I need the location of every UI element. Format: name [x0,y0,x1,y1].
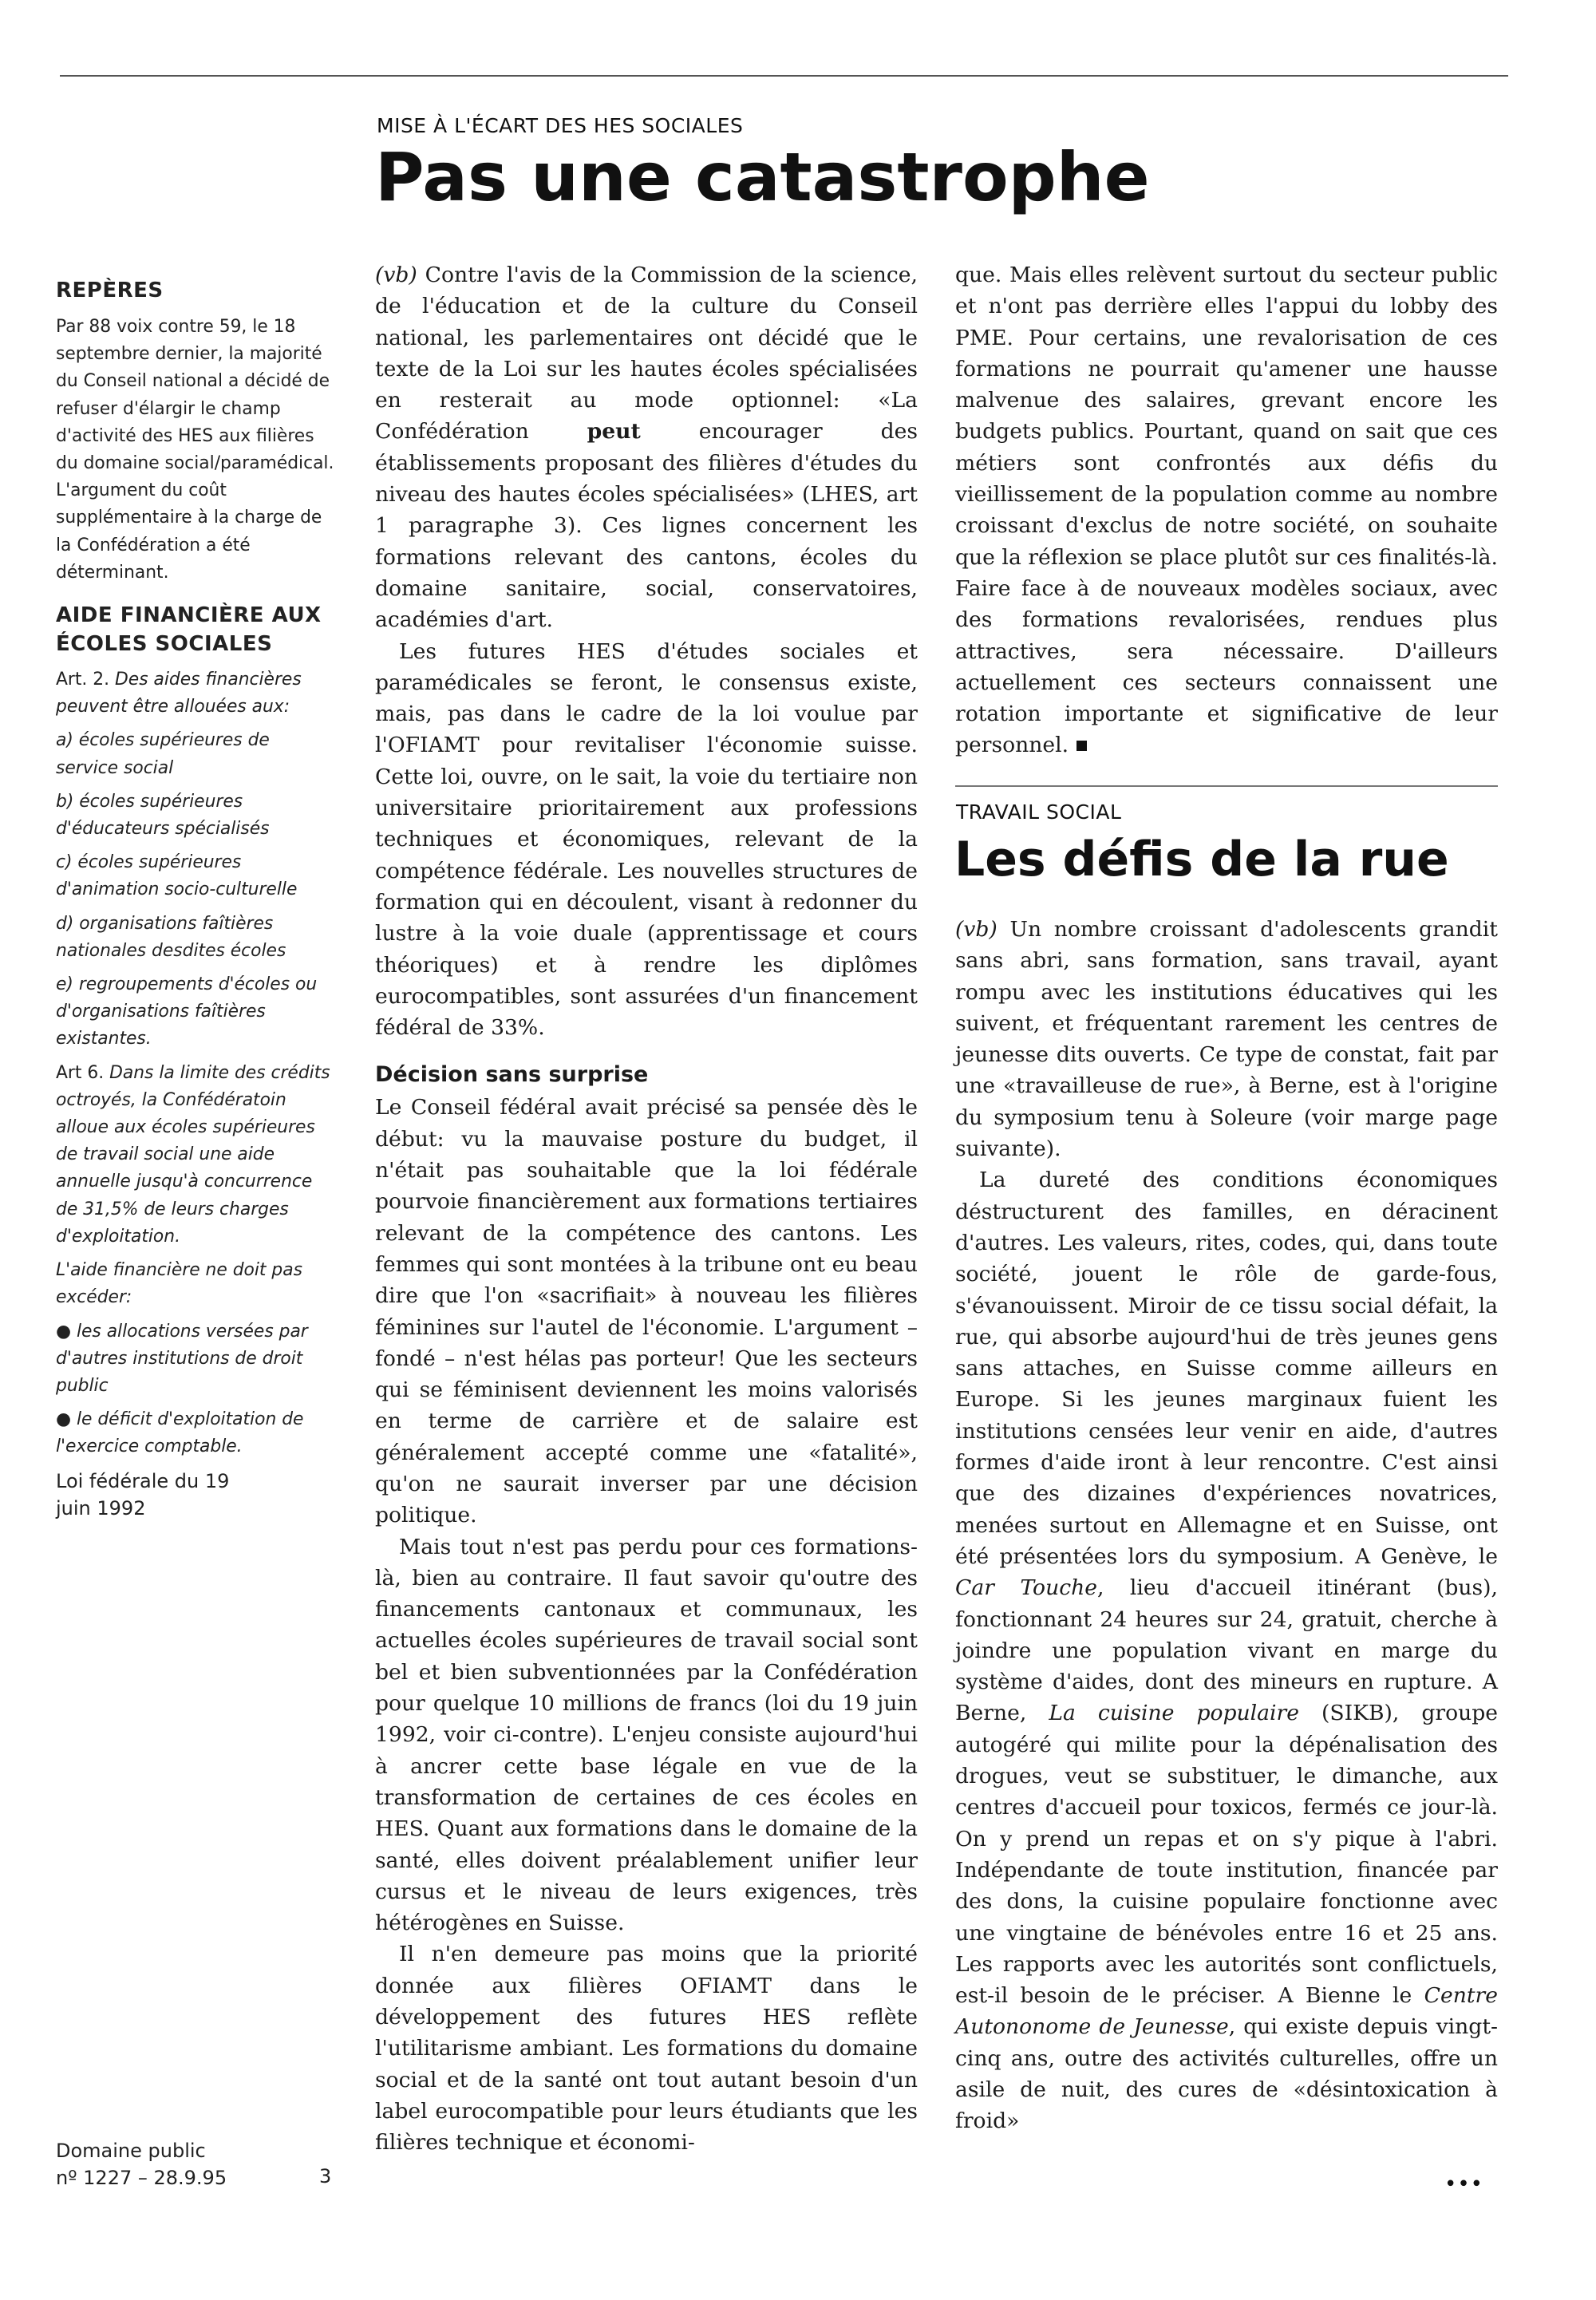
sidebar-item-d: d) organisations faîtières nationales desdites écoles [56,913,286,961]
sidebar-item-a: a) écoles supérieures de service social [56,730,270,778]
text-run: , lieu d'accueil itinérant (bus), fonctionnant 24 heures sur 24, gratuit, cherche à joindre une population vivant en marge du système d'aides, dont des mineurs en rupture. A Berne, [955,1575,1498,1726]
text-run: , qui existe depuis vingt-cinq ans, outre des activités culturelles, offre un asile de nuit, des cures de «désintoxication à froid» [955,2014,1498,2134]
sidebar-reperes-title: REPÈRES [56,279,164,302]
sidebar-loi: Loi fédérale du 19 juin 1992 [56,1469,230,1520]
article2-column [955,914,1498,2137]
sidebar-bullet [56,1318,335,1401]
text-run: La dureté des conditions économiques déstructurent des familles, en déracinent d'autres. Les valeurs, rites, codes, qui, dans toute société, jouent le rôle de garde-fous, s'évanouissent. Miroir de ce tissu social défait, la rue, qui absorbe aujourd'hui de très jeunes gens sans attaches, en Suisse comme ailleurs en Europe. Si les jeunes marginaux fuient les institutions censées leur venir en aide, d'autres formes d'aide iront à leur rencontre. C'est ainsi que des dizaines d'expériences novatrices, menées surtout en Allemagne et en Suisse, ont été présentées lors du symposium. A Genève, le [955,1168,1498,1569]
author-signature: (vb) [375,263,417,287]
end-mark-icon [1077,741,1087,751]
sidebar-reperes-text: Par 88 voix contre 59, le 18 septembre dernier, la majorité du Conseil national a décidé de refuser d'élargir le champ d'activité des HES aux filières du domaine social/paramédical. L'argument du coût supplémentaire à la charge de la Confédération a été déterminant. [56,317,334,583]
article1-paragraph: Les futures HES d'études sociales et paramédicales se feront, le consensus existe, mais, pas dans le cadre de la loi voulue par l'OFIAMT pour revitaliser l'économie suisse. Cette loi, ouvre, on le sait, la voie du tertiaire non universitaire prioritairement aux professions techniques et économiques, relevant de la compétence fédérale. Les nouvelles structures de formation qui en découlent, visant à redonner du lustre à la voie duale (apprentissage et cours théoriques) et à rendre les diplômes eurocompatibles, sont assurées d'un financement fédéral de 33%. [375,638,918,1041]
emphasis: Car Touche [955,1575,1097,1601]
text-run: Contre l'avis de la Commission de la science, de l'éducation et de la culture du Conseil national, les parlementaires ont décidé que le texte de la Loi sur les hautes écoles spécialisées en resterait au mode optionnel: «La Confédération [375,263,918,445]
sidebar-bullet-text: le déficit d'exploitation de l'exercice comptable. [56,1409,304,1457]
article2-title: Les défis de la rue [954,832,1449,887]
sidebar-art6-text: Dans la limite des crédits octroyés, la Confédératoin alloue aux écoles supérieures de travail social une aide annuelle jusqu'à concurrence de 31,5% de leurs charges d'exploitation. [56,1062,330,1247]
bullet-icon: ● [56,1409,77,1430]
sidebar-art2-text: Des aides financières peuvent être allouées aux: [56,670,302,717]
emphasis: peut [587,419,641,445]
article1-paragraph [955,259,1498,761]
text-run: encourager des établissements proposant des filières d'études du niveau des hautes écoles spécialisées» (LHES, art 1 paragraphe 3). Ces lignes concernent les formations relevant des cantons, écoles du domaine sanitaire, social, conservatoires, académies d'art. [375,419,918,633]
article1-title: Pas une catastrophe [375,138,1150,216]
issue-info: nº 1227 – 28.9.95 [56,2167,227,2189]
sidebar [56,275,335,1522]
article1-column-2 [955,259,1498,761]
continued-dots-icon: ••• [1444,2172,1484,2196]
article1-paragraph: Mais tout n'est pas perdu pour ces formations-là, bien au contraire. Il faut savoir qu'outre des financements cantonaux et communaux, les actuelles écoles supérieures de travail social sont bel et bien subventionnées par la Confédération pour quelque 10 millions de francs (loi du 19 juin 1992, voir ci-contre). L'enjeu consiste aujourd'hui à ancrer cette base légale en vue de la transformation de certaines de ces écoles en HES. Quant aux formations dans le domaine de la santé, elles doivent préalablement unifier leur cursus et le niveau de leurs exigences, très hétérogènes en Suisse. [375,1534,918,1936]
sidebar-bullet [56,1406,335,1460]
article1-paragraph [375,259,918,636]
text-run: Un nombre croissant d'adolescents grandit sans abri, sans formation, sans travail, ayant rompu avec les institutions éducatives qui les suivent, et fréquentant rarement les centres de jeunesse dits ouverts. Ce type de constat, fait par une «travailleuse de rue», à Berne, est à l'origine du symposium tenu à Soleure (voir marge page suivante). [955,917,1498,1162]
page-number: 3 [319,2165,332,2187]
article1-subhead: Décision sans surprise [375,1062,649,1088]
emphasis: Centre Autononome de Jeunesse [955,1983,1498,2040]
author-signature: (vb) [955,917,998,942]
sidebar-art6-label: Art 6. [56,1062,110,1083]
emphasis: La cuisine populaire [1049,1701,1299,1726]
article1-kicker: MISE À L'ÉCART DES HES SOCIALES [377,114,744,137]
footer [56,2137,343,2191]
sidebar-art2-label: Art. 2. [56,670,116,690]
sidebar-aide-limit: L'aide financière ne doit pas excéder: [56,1260,302,1308]
sidebar-art6 [56,1060,335,1251]
sidebar-item-c: c) écoles supérieures d'animation socio-culturelle [56,852,298,900]
article2-kicker: TRAVAIL SOCIAL [956,800,1122,824]
article2-paragraph [955,914,1498,1164]
sidebar-bullet-text: les allocations versées par d'autres institutions de droit public [56,1321,308,1396]
article-separator [955,785,1498,787]
article2-paragraph [955,1164,1498,2136]
sidebar-item-e: e) regroupements d'écoles ou d'organisations faîtières existantes. [56,974,318,1049]
sidebar-art2 [56,666,335,721]
sidebar-item-b: b) écoles supérieures d'éducateurs spécialisés [56,791,270,840]
article1-column-1 [375,259,918,2159]
article1-paragraph: Il n'en demeure pas moins que la priorité donnée aux filières OFIAMT dans le développement des futures HES reflète l'utilitarisme ambiant. Les formations du domaine social et de la santé ont tout autant besoin d'un label eurocompatible pour leurs étudiants que les filières technique et économi- [375,1942,918,2156]
text-run: (SIKB), groupe autogéré qui milite pour la dépénalisation des drogues, veut se substituer, le dimanche, aux centres d'accueil pour toxicos, fermés ce jour-là. On y prend un repas et on s'y pique à l'abri. Indépendante de toute institution, financée par des dons, la cuisine populaire fonctionne avec une vingtaine de bénévoles entre 16 et 25 ans. Les rapports avec les autorités sont conflictuels, est-il besoin de le préciser. A Bienne le [955,1701,1498,2009]
top-rule [60,75,1508,77]
sidebar-aide-title: AIDE FINANCIÈRE AUX ÉCOLES SOCIALES [56,603,322,657]
bullet-icon: ● [56,1321,77,1342]
article1-paragraph: Le Conseil fédéral avait précisé sa pensée dès le début: vu la mauvaise posture du budget, il n'était pas souhaitable que la loi fédérale pourvoie financièrement aux formations tertiaires relevant de la compétence des cantons. Les femmes qui sont montées à la tribune ont eu beau dire que l'on «sacrifiait» à nouveau les filières féminines sur l'autel de l'économie. L'argument – fondé – n'est hélas pas porteur! Que les secteurs qui se féminisent deviennent les moins valorisés en terme de carrière et de salaire est généralement accepté comme une «fatalité», qu'on ne saurait inverser par une décision politique. [375,1095,918,1528]
text-run: que. Mais elles relèvent surtout du secteur public et n'ont pas derrière elles l'appui du lobby des PME. Pour certains, une revalorisation de ces formations ne pourrait qu'amener une hausse malvenue des salaires, grevant encore les budgets publics. Pourtant, quand on sait que ces métiers sont confrontés aux défis du vieillissement de la population comme au nombre croissant d'exclus de notre société, on souhaite que la réflexion se place plutôt sur ces finalités-là. Faire face à de nouveaux modèles sociaux, avec des formations revalorisées, rendues plus attractives, sera nécessaire. D'ailleurs actuellement ces secteurs connaissent une rotation importante et significative de leur personnel. [955,263,1498,758]
publication-name: Domaine public [56,2140,206,2162]
